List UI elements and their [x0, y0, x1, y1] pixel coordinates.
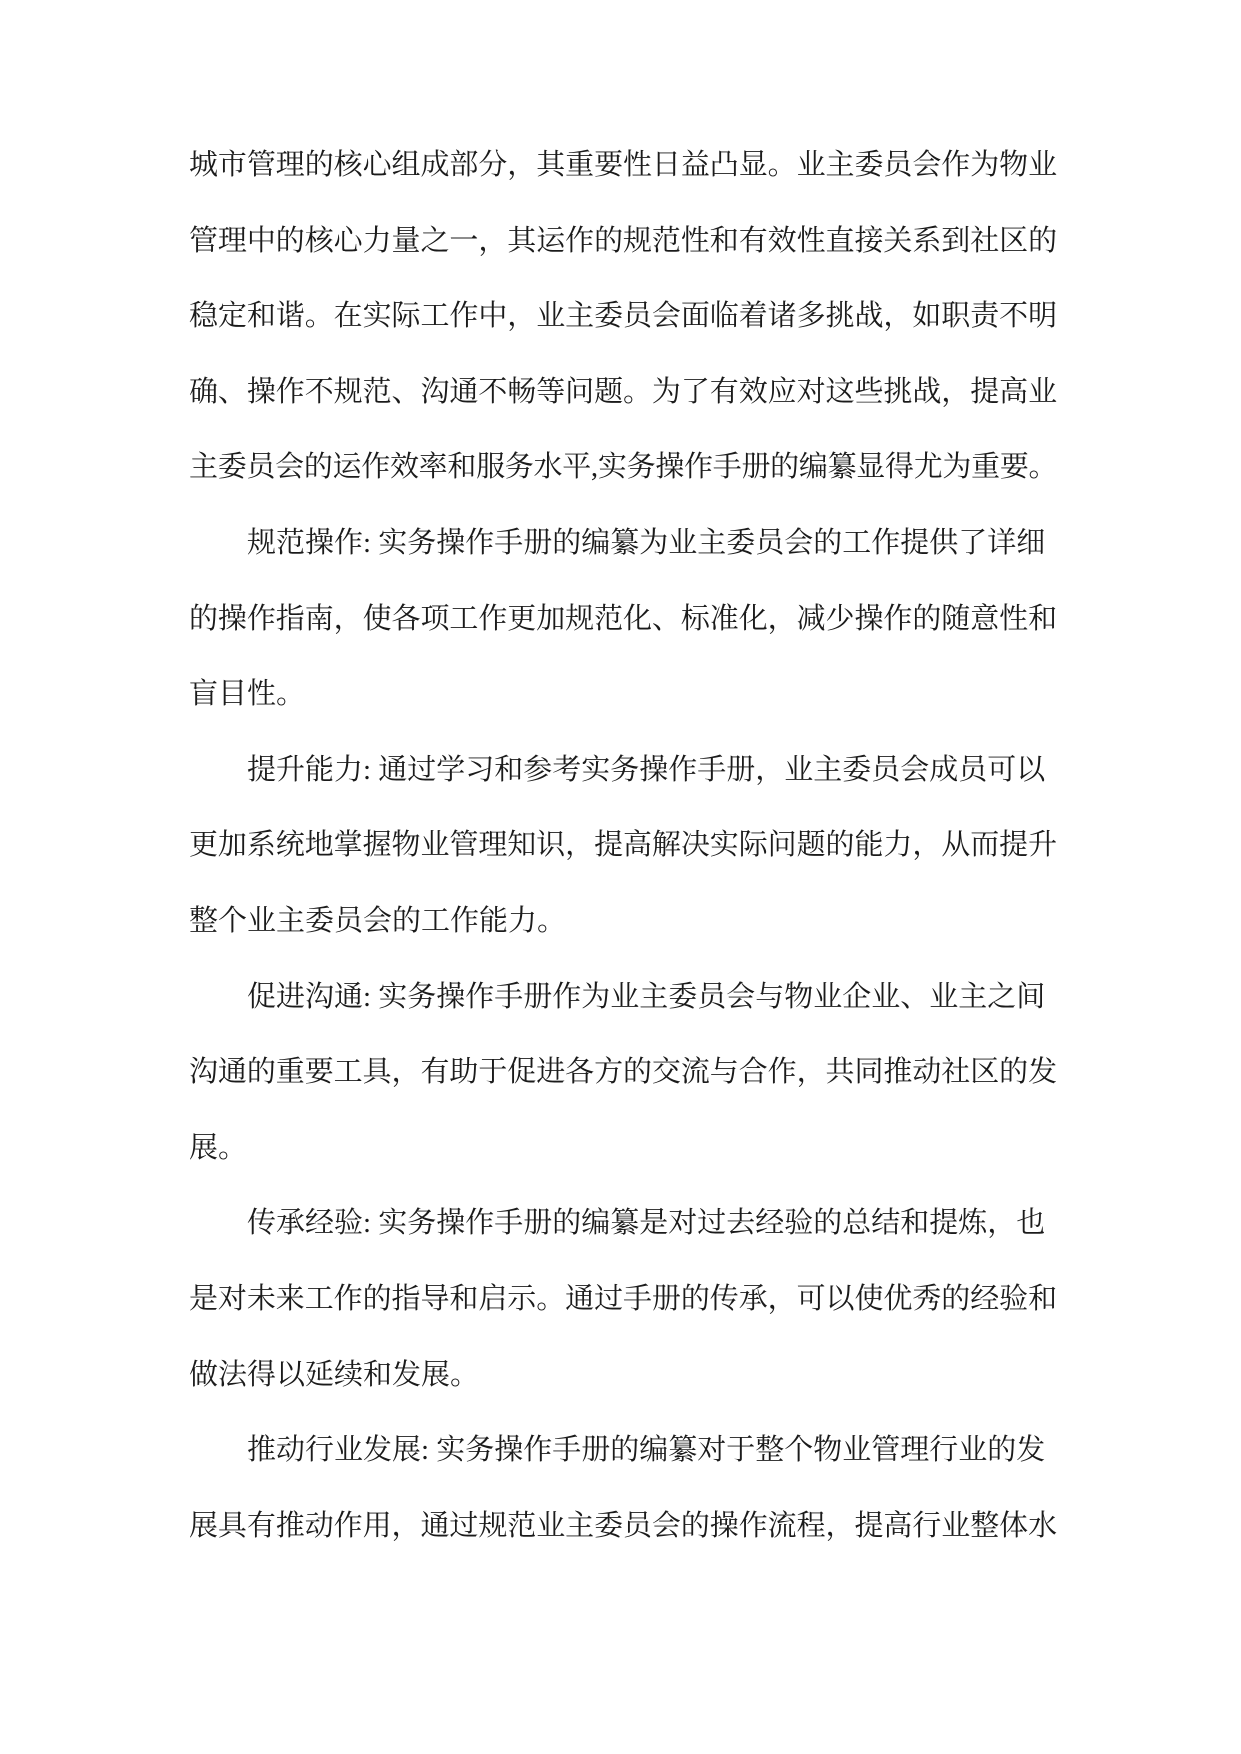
- text-line: 传承经验: 实务操作手册的编纂是对过去经验的总结和提炼，也: [247, 1207, 1046, 1240]
- text-line: 展具有推动作用，通过规范业主委员会的操作流程，提高行业整体水: [189, 1509, 1058, 1542]
- text-block: [189, 128, 1057, 1564]
- text-line: 更加系统地掌握物业管理知识，提高解决实际问题的能力，从而提升: [189, 829, 1058, 862]
- text-line: 主委员会的运作效率和服务水平,实务操作手册的编纂显得尤为重要。: [189, 451, 1058, 484]
- text-line: 整个业主委员会的工作能力。: [189, 904, 567, 937]
- text-line: 沟通的重要工具，有助于促进各方的交流与合作，共同推动社区的发: [189, 1056, 1058, 1089]
- text-line: 管理中的核心力量之一，其运作的规范性和有效性直接关系到社区的: [189, 224, 1058, 257]
- text-line: 盲目性。: [189, 678, 306, 711]
- text-line: 稳定和谐。在实际工作中，业主委员会面临着诸多挑战，如职责不明: [189, 300, 1058, 333]
- text-line: 做法得以延续和发展。: [189, 1358, 480, 1391]
- text-line: 规范操作: 实务操作手册的编纂为业主委员会的工作提供了详细: [247, 526, 1046, 559]
- text-line: 的操作指南，使各项工作更加规范化、标准化，减少操作的随意性和: [189, 602, 1058, 635]
- text-line: 是对未来工作的指导和启示。通过手册的传承，可以使优秀的经验和: [189, 1282, 1058, 1315]
- text-line: 提升能力: 通过学习和参考实务操作手册，业主委员会成员可以: [247, 753, 1046, 786]
- text-line: 展。: [189, 1131, 248, 1164]
- text-line: 城市管理的核心组成部分，其重要性日益凸显。业主委员会作为物业: [189, 149, 1058, 181]
- text-line: 促进沟通: 实务操作手册作为业主委员会与物业企业、业主之间: [247, 980, 1046, 1013]
- text-line: 确、操作不规范、沟通不畅等问题。为了有效应对这些挑战，提高业: [189, 375, 1058, 408]
- text-line: 推动行业发展: 实务操作手册的编纂对于整个物业管理行业的发: [247, 1434, 1046, 1467]
